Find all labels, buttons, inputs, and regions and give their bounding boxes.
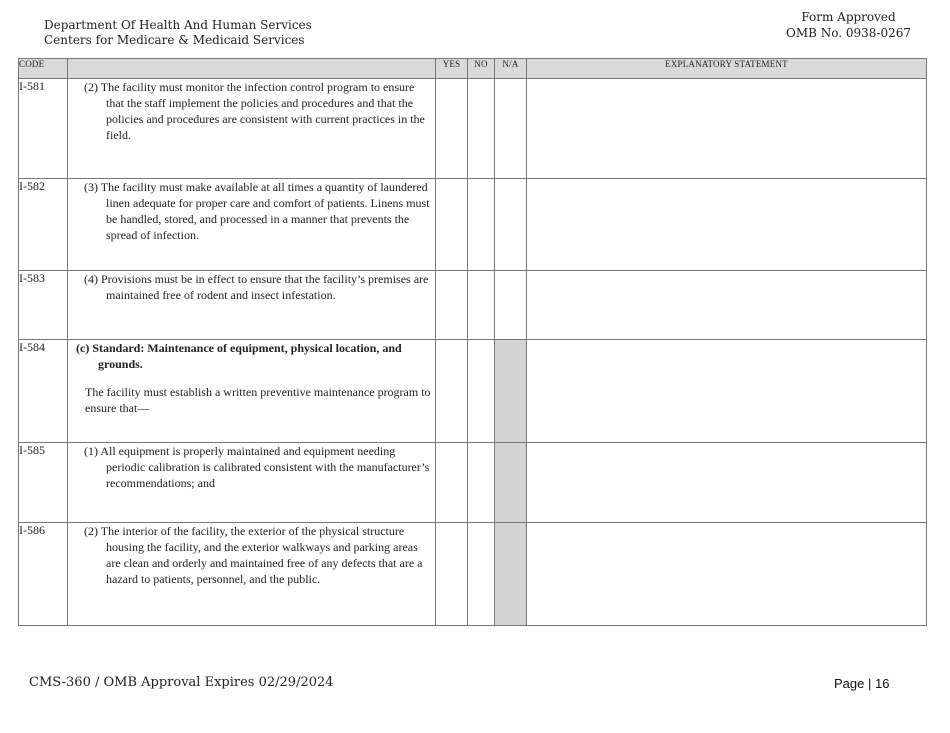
na-cell-shaded [495, 443, 527, 523]
row-code: I-586 [19, 523, 68, 626]
na-cell-shaded [495, 523, 527, 626]
table-row [19, 79, 927, 179]
yes-cell[interactable] [436, 179, 468, 271]
form-id-footer: CMS-360 / OMB Approval Expires 02/29/2024 [29, 675, 334, 690]
row-requirement [68, 443, 436, 523]
omb-number: OMB No. 0938-0267 [786, 26, 912, 40]
yes-cell[interactable] [436, 523, 468, 626]
survey-table [18, 58, 927, 626]
yes-cell[interactable] [436, 271, 468, 340]
row-requirement [68, 523, 436, 626]
column-header-na: N/A [495, 59, 527, 79]
yes-cell[interactable] [436, 79, 468, 179]
table-row [19, 271, 927, 340]
explanatory-statement-cell[interactable] [527, 340, 927, 443]
row-requirement [68, 340, 436, 443]
column-header-explanation: EXPLANATORY STATEMENT [527, 59, 927, 79]
requirement-text: (4) Provisions must be in effect to ensure that the facility’s premises are maintained free of rodent and insect infestation. [84, 272, 429, 302]
agency-subname: Centers for Medicare & Medicaid Services [44, 33, 305, 47]
row-requirement [68, 271, 436, 340]
form-approved-label: Form Approved [801, 10, 896, 24]
na-cell[interactable] [495, 79, 527, 179]
row-requirement [68, 79, 436, 179]
na-cell[interactable] [495, 271, 527, 340]
requirement-text: The facility must establish a written preventive maintenance program to ensure that— [85, 385, 431, 415]
explanatory-statement-cell[interactable] [527, 523, 927, 626]
row-requirement [68, 179, 436, 271]
row-code: I-584 [19, 340, 68, 443]
row-code: I-585 [19, 443, 68, 523]
na-cell-shaded [495, 340, 527, 443]
no-cell[interactable] [468, 79, 495, 179]
table-row [19, 443, 927, 523]
yes-cell[interactable] [436, 340, 468, 443]
row-code: I-581 [19, 79, 68, 179]
column-header-no: NO [468, 59, 495, 79]
na-cell[interactable] [495, 179, 527, 271]
agency-header [44, 18, 312, 48]
standard-heading: (c) Standard: Maintenance of equipment, physical location, and grounds. [76, 341, 402, 371]
table-row [19, 340, 927, 443]
column-header-yes: YES [436, 59, 468, 79]
table-row [19, 179, 927, 271]
explanatory-statement-cell[interactable] [527, 179, 927, 271]
no-cell[interactable] [468, 271, 495, 340]
column-header-text [68, 59, 436, 79]
no-cell[interactable] [468, 340, 495, 443]
requirement-text: (2) The interior of the facility, the exterior of the physical structure housing the facility, and the exterior walkways and parking areas are clean and orderly and maintained free of any defects that are a hazard to patients, personnel, and the public. [84, 524, 423, 586]
table-row [19, 523, 927, 626]
requirement-text: (2) The facility must monitor the infection control program to ensure that the staff implement the policies and procedures and that the policies and procedures are consistent with current practices in the field. [84, 80, 425, 142]
requirement-text: (3) The facility must make available at all times a quantity of laundered linen adequate for proper care and comfort of patients. Linens must be handled, stored, and processed in a manner that prevents the spread of infection. [84, 180, 430, 242]
row-code: I-582 [19, 179, 68, 271]
page-number: Page | 16 [834, 676, 890, 691]
no-cell[interactable] [468, 443, 495, 523]
yes-cell[interactable] [436, 443, 468, 523]
explanatory-statement-cell[interactable] [527, 271, 927, 340]
table-header-row [19, 59, 927, 79]
explanatory-statement-cell[interactable] [527, 443, 927, 523]
row-code: I-583 [19, 271, 68, 340]
omb-header [786, 9, 911, 41]
no-cell[interactable] [468, 523, 495, 626]
no-cell[interactable] [468, 179, 495, 271]
agency-name: Department Of Health And Human Services [44, 18, 312, 32]
requirement-text: (1) All equipment is properly maintained and equipment needing periodic calibration is calibrated consistent with the manufacturer’s recommendations; and [84, 444, 430, 490]
explanatory-statement-cell[interactable] [527, 79, 927, 179]
column-header-code: CODE [19, 59, 68, 79]
